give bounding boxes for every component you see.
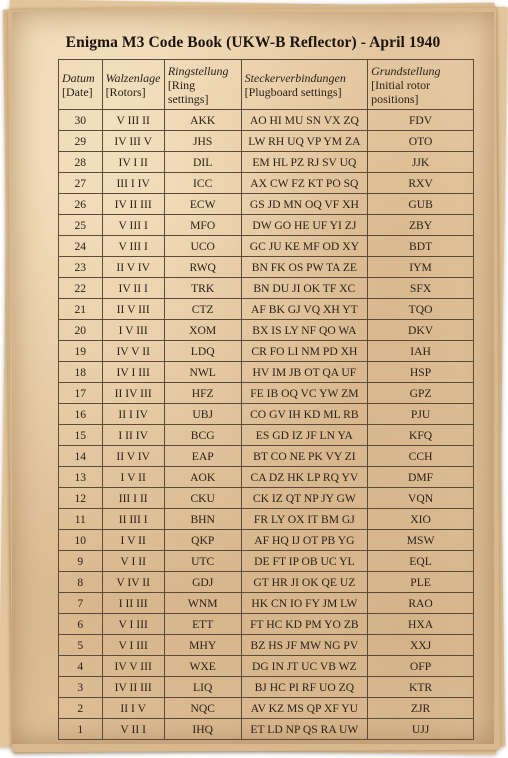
- cell-initial-positions: ZJR: [368, 698, 474, 719]
- cell-rotors: IV V III: [102, 656, 164, 677]
- code-table: [58, 59, 474, 740]
- cell-initial-positions: CCH: [368, 446, 474, 467]
- table-row: [59, 572, 474, 593]
- cell-rotors: III I II: [102, 488, 164, 509]
- column-header-plugboard: Steckerverbindungen [Plugboard settings]: [241, 60, 368, 110]
- cell-ring-settings: CTZ: [164, 299, 241, 320]
- table-row: [59, 614, 474, 635]
- cell-initial-positions: RAO: [368, 593, 474, 614]
- cell-plugboard: AF BK GJ VQ XH YT: [241, 299, 368, 320]
- cell-rotors: IV III V: [102, 131, 164, 152]
- cell-rotors: V I III: [102, 614, 164, 635]
- table-row: [59, 110, 474, 131]
- cell-ring-settings: UTC: [164, 551, 241, 572]
- cell-rotors: II V III: [102, 299, 164, 320]
- cell-date: 27: [59, 173, 103, 194]
- cell-plugboard: ET LD NP QS RA UW: [241, 719, 368, 740]
- cell-ring-settings: DIL: [164, 152, 241, 173]
- cell-date: 12: [59, 488, 103, 509]
- cell-ring-settings: IHQ: [164, 719, 241, 740]
- column-header-date: Datum [Date]: [59, 60, 103, 110]
- cell-ring-settings: ETT: [164, 614, 241, 635]
- cell-ring-settings: LDQ: [164, 341, 241, 362]
- cell-ring-settings: WNM: [164, 593, 241, 614]
- cell-ring-settings: MHY: [164, 635, 241, 656]
- table-row: [59, 488, 474, 509]
- cell-ring-settings: ECW: [164, 194, 241, 215]
- cell-ring-settings: UBJ: [164, 404, 241, 425]
- table-row: [59, 530, 474, 551]
- cell-ring-settings: UCO: [164, 236, 241, 257]
- cell-plugboard: CK IZ QT NP JY GW: [241, 488, 368, 509]
- table-row: [59, 425, 474, 446]
- cell-plugboard: EM HL PZ RJ SV UQ: [241, 152, 368, 173]
- table-row: [59, 341, 474, 362]
- cell-plugboard: BZ HS JF MW NG PV: [241, 635, 368, 656]
- cell-rotors: IV I II: [102, 152, 164, 173]
- cell-ring-settings: XOM: [164, 320, 241, 341]
- cell-ring-settings: AOK: [164, 467, 241, 488]
- cell-ring-settings: WXE: [164, 656, 241, 677]
- table-row: [59, 236, 474, 257]
- cell-rotors: IV I III: [102, 362, 164, 383]
- cell-initial-positions: PLE: [368, 572, 474, 593]
- cell-initial-positions: XIO: [368, 509, 474, 530]
- table-row: [59, 194, 474, 215]
- cell-initial-positions: EQL: [368, 551, 474, 572]
- cell-ring-settings: AKK: [164, 110, 241, 131]
- cell-date: 16: [59, 404, 103, 425]
- column-header-rotors: Walzenlage [Rotors]: [102, 60, 164, 110]
- cell-initial-positions: SFX: [368, 278, 474, 299]
- cell-initial-positions: PJU: [368, 404, 474, 425]
- cell-rotors: II V IV: [102, 446, 164, 467]
- cell-plugboard: FE IB OQ VC YW ZM: [241, 383, 368, 404]
- cell-rotors: V III I: [102, 236, 164, 257]
- cell-plugboard: AO HI MU SN VX ZQ: [241, 110, 368, 131]
- table-row: [59, 362, 474, 383]
- code-book-page: [12, 12, 494, 744]
- cell-date: 2: [59, 698, 103, 719]
- cell-rotors: II V IV: [102, 257, 164, 278]
- cell-rotors: V I II: [102, 551, 164, 572]
- cell-rotors: IV II III: [102, 194, 164, 215]
- cell-ring-settings: MFO: [164, 215, 241, 236]
- cell-initial-positions: VQN: [368, 488, 474, 509]
- cell-plugboard: DG IN JT UC VB WZ: [241, 656, 368, 677]
- cell-plugboard: ES GD IZ JF LN YA: [241, 425, 368, 446]
- cell-ring-settings: EAP: [164, 446, 241, 467]
- cell-plugboard: GS JD MN OQ VF XH: [241, 194, 368, 215]
- cell-plugboard: GT HR JI OK QE UZ: [241, 572, 368, 593]
- cell-initial-positions: BDT: [368, 236, 474, 257]
- cell-ring-settings: CKU: [164, 488, 241, 509]
- column-header-ring-settings: Ringstellung [Ring settings]: [164, 60, 241, 110]
- cell-rotors: II III I: [102, 509, 164, 530]
- cell-initial-positions: KFQ: [368, 425, 474, 446]
- cell-rotors: V IV II: [102, 572, 164, 593]
- cell-plugboard: BJ HC PI RF UO ZQ: [241, 677, 368, 698]
- table-header-row: [59, 60, 474, 110]
- table-row: [59, 383, 474, 404]
- cell-plugboard: FT HC KD PM YO ZB: [241, 614, 368, 635]
- cell-ring-settings: LIQ: [164, 677, 241, 698]
- table-row: [59, 698, 474, 719]
- cell-ring-settings: JHS: [164, 131, 241, 152]
- cell-date: 9: [59, 551, 103, 572]
- table-row: [59, 719, 474, 740]
- cell-date: 29: [59, 131, 103, 152]
- cell-date: 26: [59, 194, 103, 215]
- cell-date: 18: [59, 362, 103, 383]
- cell-initial-positions: OTO: [368, 131, 474, 152]
- cell-plugboard: BX IS LY NF QO WA: [241, 320, 368, 341]
- cell-date: 8: [59, 572, 103, 593]
- cell-rotors: V I III: [102, 635, 164, 656]
- cell-initial-positions: XXJ: [368, 635, 474, 656]
- cell-initial-positions: ZBY: [368, 215, 474, 236]
- table-row: [59, 446, 474, 467]
- table-row: [59, 215, 474, 236]
- cell-date: 7: [59, 593, 103, 614]
- cell-initial-positions: DKV: [368, 320, 474, 341]
- cell-ring-settings: TRK: [164, 278, 241, 299]
- cell-initial-positions: OFP: [368, 656, 474, 677]
- cell-ring-settings: GDJ: [164, 572, 241, 593]
- table-row: [59, 320, 474, 341]
- cell-initial-positions: IAH: [368, 341, 474, 362]
- cell-plugboard: DW GO HE UF YI ZJ: [241, 215, 368, 236]
- cell-date: 3: [59, 677, 103, 698]
- table-row: [59, 656, 474, 677]
- cell-ring-settings: QKP: [164, 530, 241, 551]
- cell-initial-positions: RXV: [368, 173, 474, 194]
- table-row: [59, 509, 474, 530]
- cell-plugboard: HK CN IO FY JM LW: [241, 593, 368, 614]
- cell-date: 1: [59, 719, 103, 740]
- cell-date: 28: [59, 152, 103, 173]
- cell-date: 10: [59, 530, 103, 551]
- cell-ring-settings: HFZ: [164, 383, 241, 404]
- cell-rotors: II I IV: [102, 404, 164, 425]
- cell-rotors: I II III: [102, 593, 164, 614]
- cell-plugboard: BN FK OS PW TA ZE: [241, 257, 368, 278]
- cell-rotors: II IV III: [102, 383, 164, 404]
- cell-date: 6: [59, 614, 103, 635]
- cell-rotors: III I IV: [102, 173, 164, 194]
- cell-initial-positions: GPZ: [368, 383, 474, 404]
- table-row: [59, 635, 474, 656]
- cell-rotors: V II I: [102, 719, 164, 740]
- cell-date: 24: [59, 236, 103, 257]
- cell-date: 4: [59, 656, 103, 677]
- table-row: [59, 551, 474, 572]
- cell-initial-positions: GUB: [368, 194, 474, 215]
- cell-plugboard: AX CW FZ KT PO SQ: [241, 173, 368, 194]
- cell-rotors: V III II: [102, 110, 164, 131]
- page-title: Enigma M3 Code Book (UKW-B Reflector) - April 1940: [65, 34, 441, 51]
- cell-initial-positions: UJJ: [368, 719, 474, 740]
- cell-date: 17: [59, 383, 103, 404]
- cell-ring-settings: BCG: [164, 425, 241, 446]
- cell-rotors: I V II: [102, 530, 164, 551]
- cell-plugboard: CA DZ HK LP RQ YV: [241, 467, 368, 488]
- cell-date: 22: [59, 278, 103, 299]
- cell-rotors: IV II I: [102, 278, 164, 299]
- cell-ring-settings: RWQ: [164, 257, 241, 278]
- cell-date: 15: [59, 425, 103, 446]
- column-header-initial-positions: Grundstellung [Initial rotor positions]: [368, 60, 474, 110]
- cell-date: 25: [59, 215, 103, 236]
- cell-plugboard: CO GV IH KD ML RB: [241, 404, 368, 425]
- table-row: [59, 677, 474, 698]
- table-row: [59, 173, 474, 194]
- cell-rotors: II I V: [102, 698, 164, 719]
- cell-date: 21: [59, 299, 103, 320]
- cell-date: 23: [59, 257, 103, 278]
- cell-date: 14: [59, 446, 103, 467]
- cell-rotors: IV II III: [102, 677, 164, 698]
- cell-initial-positions: HSP: [368, 362, 474, 383]
- cell-initial-positions: FDV: [368, 110, 474, 131]
- cell-ring-settings: NWL: [164, 362, 241, 383]
- cell-plugboard: AV KZ MS QP XF YU: [241, 698, 368, 719]
- cell-plugboard: HV IM JB OT QA UF: [241, 362, 368, 383]
- cell-plugboard: FR LY OX IT BM GJ: [241, 509, 368, 530]
- cell-plugboard: GC JU KE MF OD XY: [241, 236, 368, 257]
- cell-date: 30: [59, 110, 103, 131]
- cell-ring-settings: BHN: [164, 509, 241, 530]
- cell-rotors: I V III: [102, 320, 164, 341]
- cell-initial-positions: JJK: [368, 152, 474, 173]
- table-row: [59, 257, 474, 278]
- cell-plugboard: AF HQ IJ OT PB YG: [241, 530, 368, 551]
- cell-date: 20: [59, 320, 103, 341]
- table-row: [59, 299, 474, 320]
- cell-ring-settings: NQC: [164, 698, 241, 719]
- cell-initial-positions: TQO: [368, 299, 474, 320]
- cell-initial-positions: DMF: [368, 467, 474, 488]
- cell-plugboard: LW RH UQ VP YM ZA: [241, 131, 368, 152]
- cell-rotors: I II IV: [102, 425, 164, 446]
- cell-date: 11: [59, 509, 103, 530]
- cell-initial-positions: IYM: [368, 257, 474, 278]
- cell-rotors: IV V II: [102, 341, 164, 362]
- table-row: [59, 593, 474, 614]
- table-row: [59, 404, 474, 425]
- cell-plugboard: CR FO LI NM PD XH: [241, 341, 368, 362]
- table-row: [59, 278, 474, 299]
- table-row: [59, 152, 474, 173]
- table-row: [59, 131, 474, 152]
- cell-date: 19: [59, 341, 103, 362]
- cell-initial-positions: HXA: [368, 614, 474, 635]
- cell-plugboard: DE FT IP OB UC YL: [241, 551, 368, 572]
- cell-initial-positions: KTR: [368, 677, 474, 698]
- cell-initial-positions: MSW: [368, 530, 474, 551]
- cell-rotors: I V II: [102, 467, 164, 488]
- cell-ring-settings: ICC: [164, 173, 241, 194]
- cell-plugboard: BN DU JI OK TF XC: [241, 278, 368, 299]
- cell-date: 13: [59, 467, 103, 488]
- cell-plugboard: BT CO NE PK VY ZI: [241, 446, 368, 467]
- table-row: [59, 467, 474, 488]
- cell-date: 5: [59, 635, 103, 656]
- cell-rotors: V III I: [102, 215, 164, 236]
